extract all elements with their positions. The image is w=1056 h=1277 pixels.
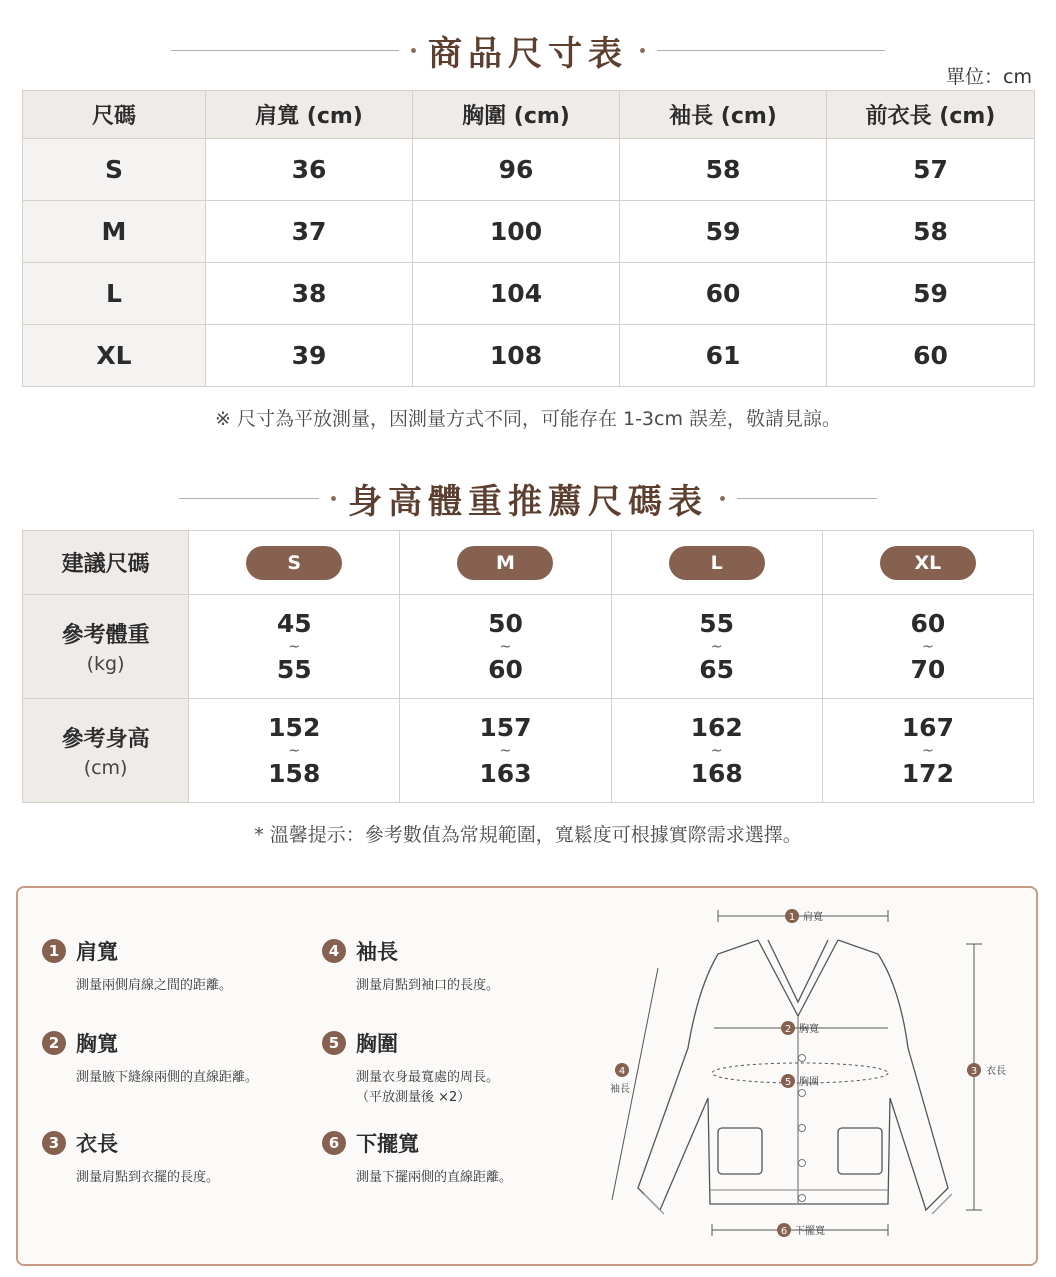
header-cell: 袖長 (cm) bbox=[620, 91, 827, 139]
number-badge: 3 bbox=[42, 1131, 66, 1155]
size-cell: XL bbox=[23, 325, 206, 387]
measure-name: 衣長 bbox=[76, 1132, 118, 1156]
height-unit: (cm) bbox=[83, 757, 128, 779]
value-cell: 59 bbox=[620, 201, 827, 263]
range-high: 168 bbox=[690, 758, 743, 788]
measure-desc: 測量肩點到袖口的長度。 bbox=[356, 978, 500, 993]
value-cell: 108 bbox=[413, 325, 620, 387]
range-low: 50 bbox=[488, 608, 523, 638]
tilde: ~ bbox=[922, 638, 934, 655]
v-neck-inner bbox=[768, 940, 828, 1002]
value-cell: 100 bbox=[413, 201, 620, 263]
tilde: ~ bbox=[499, 742, 512, 759]
badge-number: 4 bbox=[618, 1066, 626, 1077]
value-cell: 60 bbox=[827, 325, 1035, 387]
size-chart-note: ※ 尺寸為平放測量，因測量方式不同，可能存在 1-3cm 誤差，敬請見諒。 bbox=[214, 408, 842, 430]
range-high: 70 bbox=[910, 654, 946, 684]
tilde: ~ bbox=[710, 638, 723, 655]
table-row bbox=[23, 201, 1035, 263]
height-label-cell bbox=[23, 699, 189, 803]
size-pill: XL bbox=[880, 546, 976, 580]
tilde: ~ bbox=[922, 742, 934, 759]
size-cell: S bbox=[23, 139, 206, 201]
value-cell: 38 bbox=[206, 263, 413, 325]
value-cell: 60 bbox=[620, 263, 827, 325]
header-cell: 肩寬 (cm) bbox=[206, 91, 413, 139]
value-cell: 39 bbox=[206, 325, 413, 387]
size-cell: M bbox=[23, 201, 206, 263]
size-cell bbox=[189, 531, 400, 595]
measure-desc bbox=[356, 1068, 499, 1108]
number-badge: 6 bbox=[322, 1131, 346, 1155]
tilde: ~ bbox=[499, 638, 512, 655]
size-chart-title-row bbox=[0, 26, 1056, 75]
dot-ornament bbox=[640, 48, 645, 53]
tilde: ~ bbox=[288, 742, 301, 759]
table-row bbox=[23, 699, 1034, 803]
table-row bbox=[23, 325, 1035, 387]
height-cell bbox=[400, 699, 611, 803]
cardigan-diagram bbox=[598, 898, 1028, 1258]
value-cell: 57 bbox=[827, 139, 1035, 201]
size-label-cell bbox=[23, 531, 189, 595]
range-low: 162 bbox=[690, 712, 743, 742]
weight-unit: (kg) bbox=[86, 653, 125, 675]
pocket-right bbox=[838, 1128, 882, 1174]
label-chest-width: 胸寬 bbox=[799, 1024, 819, 1035]
label-chest: 胸圍 bbox=[799, 1077, 819, 1088]
weight-cell bbox=[611, 595, 822, 699]
sweater-outline bbox=[638, 940, 948, 1210]
range-high: 65 bbox=[699, 654, 735, 684]
value-cell: 36 bbox=[206, 139, 413, 201]
weight-cell bbox=[822, 595, 1033, 699]
value-cell: 59 bbox=[827, 263, 1035, 325]
measure-item-chest-width bbox=[42, 1028, 258, 1088]
range-low: 157 bbox=[479, 712, 532, 742]
table-row bbox=[23, 531, 1034, 595]
measure-name: 胸圍 bbox=[356, 1032, 398, 1056]
weight-cell bbox=[400, 595, 611, 699]
weight-cell bbox=[189, 595, 400, 699]
size-label: 建議尺碼 bbox=[61, 552, 150, 577]
cuff-left bbox=[644, 1194, 664, 1214]
tilde: ~ bbox=[710, 742, 723, 759]
header-cell: 前衣長 (cm) bbox=[827, 91, 1035, 139]
badge-number: 6 bbox=[780, 1226, 788, 1237]
range-low: 55 bbox=[699, 608, 735, 638]
button bbox=[799, 1125, 806, 1132]
range-low: 60 bbox=[910, 608, 946, 638]
dot-ornament bbox=[720, 496, 725, 501]
weight-label-cell bbox=[23, 595, 189, 699]
divider bbox=[179, 498, 319, 499]
label-sleeve: 袖長 bbox=[610, 1084, 630, 1095]
cuff-right bbox=[932, 1194, 952, 1214]
range-low: 152 bbox=[268, 712, 321, 742]
measure-name: 下擺寬 bbox=[356, 1132, 419, 1156]
value-cell: 58 bbox=[827, 201, 1035, 263]
size-cell bbox=[611, 531, 822, 595]
badge-number: 5 bbox=[784, 1077, 792, 1088]
size-chart-title: 商品尺寸表 bbox=[428, 34, 628, 74]
pocket-left bbox=[718, 1128, 762, 1174]
height-label: 參考身高 bbox=[61, 727, 150, 752]
size-cell bbox=[822, 531, 1033, 595]
table-row bbox=[23, 263, 1035, 325]
size-pill: L bbox=[669, 546, 765, 580]
range-high: 158 bbox=[268, 758, 321, 788]
weight-label: 參考體重 bbox=[61, 623, 150, 648]
label-hem: 下擺寬 bbox=[795, 1226, 825, 1237]
dot-ornament bbox=[331, 496, 336, 501]
tilde: ~ bbox=[288, 638, 301, 655]
button bbox=[799, 1160, 806, 1167]
badge-number: 1 bbox=[788, 912, 796, 923]
divider bbox=[737, 498, 877, 499]
button bbox=[799, 1195, 806, 1202]
badge-number: 2 bbox=[784, 1024, 792, 1035]
value-cell: 61 bbox=[620, 325, 827, 387]
button bbox=[799, 1090, 806, 1097]
recommend-chart-title: 身高體重推薦尺碼表 bbox=[348, 482, 708, 522]
value-cell: 96 bbox=[413, 139, 620, 201]
number-badge: 4 bbox=[322, 939, 346, 963]
recommend-note: * 溫馨提示：參考數值為常規範圍，寬鬆度可根據實際需求選擇。 bbox=[254, 824, 802, 846]
measure-name: 胸寬 bbox=[76, 1032, 118, 1056]
table-row bbox=[23, 139, 1035, 201]
size-cell bbox=[400, 531, 611, 595]
measure-item-sleeve bbox=[322, 936, 499, 996]
height-cell bbox=[189, 699, 400, 803]
value-cell: 37 bbox=[206, 201, 413, 263]
value-cell: 58 bbox=[620, 139, 827, 201]
range-low: 167 bbox=[901, 712, 954, 742]
badge-number: 3 bbox=[970, 1066, 978, 1077]
range-low: 45 bbox=[276, 608, 312, 638]
table-header-row bbox=[23, 91, 1035, 139]
divider bbox=[171, 50, 399, 51]
desc-line: （平放測量後 ×2） bbox=[356, 1090, 471, 1105]
recommend-title-row bbox=[0, 474, 1056, 523]
label-length: 衣長 bbox=[986, 1066, 1006, 1077]
measure-desc: 測量下擺兩側的直線距離。 bbox=[356, 1170, 513, 1185]
label-shoulder: 肩寬 bbox=[803, 912, 823, 923]
divider bbox=[657, 50, 885, 51]
measure-name: 肩寬 bbox=[76, 940, 118, 964]
size-chart-table bbox=[22, 90, 1035, 387]
height-cell bbox=[611, 699, 822, 803]
measurement-guide-panel bbox=[16, 886, 1038, 1266]
table-row bbox=[23, 595, 1034, 699]
measure-desc: 測量腋下縫線兩側的直線距離。 bbox=[76, 1070, 259, 1085]
measure-item-length bbox=[42, 1128, 219, 1188]
header-cell: 胸圍 (cm) bbox=[413, 91, 620, 139]
range-high: 172 bbox=[901, 758, 954, 788]
button bbox=[799, 1055, 806, 1062]
v-neck bbox=[758, 940, 838, 1016]
desc-line: 測量衣身最寬處的周長。 bbox=[356, 1070, 500, 1085]
dot-ornament bbox=[411, 48, 416, 53]
recommend-table bbox=[22, 530, 1034, 803]
size-pill: M bbox=[457, 546, 553, 580]
unit-label: 單位：cm bbox=[946, 66, 1032, 88]
measure-desc: 測量兩側肩線之間的距離。 bbox=[76, 978, 233, 993]
size-cell: L bbox=[23, 263, 206, 325]
header-cell: 尺碼 bbox=[23, 91, 206, 139]
range-high: 60 bbox=[488, 654, 523, 684]
height-cell bbox=[822, 699, 1033, 803]
range-high: 163 bbox=[479, 758, 532, 788]
number-badge: 1 bbox=[42, 939, 66, 963]
measure-item-chest bbox=[322, 1028, 499, 1108]
measure-item-hem bbox=[322, 1128, 512, 1188]
measure-desc: 測量肩點到衣擺的長度。 bbox=[76, 1170, 220, 1185]
value-cell: 104 bbox=[413, 263, 620, 325]
measure-name: 袖長 bbox=[356, 940, 398, 964]
size-pill: S bbox=[246, 546, 342, 580]
measure-item-shoulder bbox=[42, 936, 232, 996]
number-badge: 2 bbox=[42, 1031, 66, 1055]
number-badge: 5 bbox=[322, 1031, 346, 1055]
range-high: 55 bbox=[276, 654, 312, 684]
